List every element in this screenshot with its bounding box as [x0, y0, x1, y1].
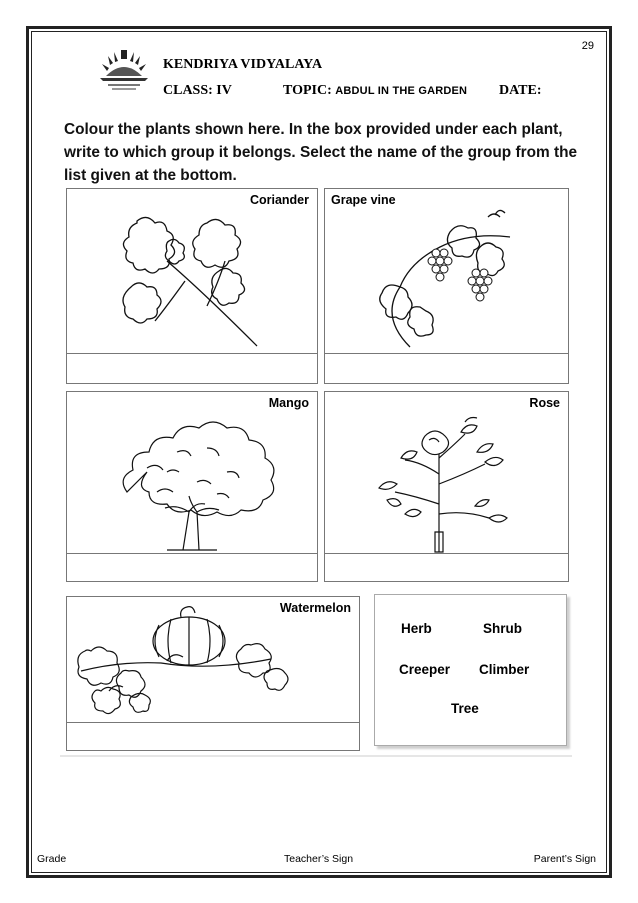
- group-herb: Herb: [401, 621, 432, 636]
- plant-name-grape-vine: Grape vine: [331, 193, 396, 207]
- content-divider: [60, 755, 572, 757]
- topic-label: [283, 83, 467, 99]
- answer-box-mango[interactable]: [67, 553, 317, 581]
- plant-name-rose: Rose: [529, 396, 560, 410]
- topic-label-text: TOPIC:: [283, 83, 332, 98]
- plant-groups-box: [374, 594, 567, 746]
- coriander-icon: [107, 211, 277, 351]
- footer-parent-sign: Parent’s Sign: [533, 853, 596, 865]
- group-shrub: Shrub: [483, 621, 522, 636]
- answer-box-coriander[interactable]: [67, 353, 317, 383]
- rose-plant-icon: [365, 414, 535, 554]
- page-number: 29: [581, 40, 594, 52]
- footer-teacher-sign: Teacher’s Sign: [284, 853, 354, 865]
- watermelon-vine-icon: [71, 601, 301, 721]
- class-label: CLASS: IV: [163, 83, 232, 98]
- mango-tree-icon: [107, 412, 287, 552]
- plant-name-watermelon: Watermelon: [279, 601, 351, 615]
- plant-panel-grape-vine: [324, 188, 569, 384]
- grape-vine-icon: [370, 207, 520, 352]
- kendriya-vidyalaya-logo: [96, 44, 152, 94]
- group-creeper: Creeper: [399, 662, 451, 677]
- answer-box-rose[interactable]: [325, 553, 568, 581]
- group-climber: Climber: [479, 662, 530, 677]
- plant-name-mango: Mango: [268, 396, 309, 410]
- answer-box-watermelon[interactable]: [67, 722, 359, 750]
- answer-box-grape-vine[interactable]: [325, 353, 568, 383]
- school-name: KENDRIYA VIDYALAYA: [163, 57, 323, 72]
- date-label: DATE:: [499, 83, 542, 98]
- footer-grade: Grade: [37, 853, 67, 865]
- group-tree: Tree: [451, 701, 479, 716]
- plant-panel-mango: [66, 391, 318, 582]
- plant-panel-rose: [324, 391, 569, 582]
- plant-panel-watermelon: [66, 596, 360, 751]
- worksheet-instructions: Colour the plants shown here. In the box provided under each plant, write to which group it belongs. Select the name of the group from the list given at the bottom.: [64, 121, 578, 184]
- plant-name-coriander: Coriander: [249, 193, 309, 207]
- topic-value: ABDUL IN THE GARDEN: [335, 85, 468, 97]
- plant-panel-coriander: [66, 188, 318, 384]
